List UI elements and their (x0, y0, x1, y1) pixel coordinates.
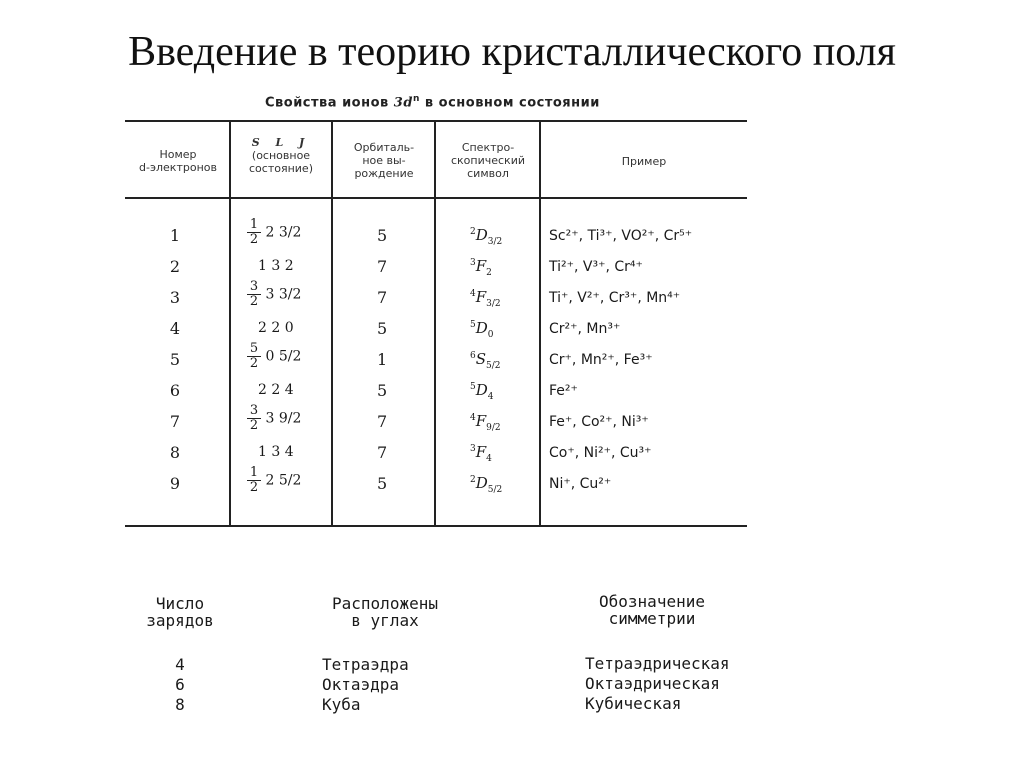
table-header-rule (125, 197, 747, 199)
term-letter: F (475, 257, 487, 275)
column-divider-3 (434, 120, 436, 525)
spectroscopic-symbol (470, 226, 502, 247)
header-line: Расположены (332, 594, 438, 613)
header-line: рождение (354, 167, 414, 180)
spectroscopic-symbol (470, 288, 501, 309)
j-value: 3/2 (278, 286, 302, 303)
multiplicity: 5 (470, 382, 476, 392)
spin-fraction (247, 404, 261, 433)
header-line: Номер (159, 148, 197, 161)
slj-values (258, 444, 294, 460)
header-line: Число (155, 594, 205, 613)
notation-value: Кубическая (585, 694, 682, 713)
spin-fraction (247, 466, 261, 495)
l-value: 2 (265, 472, 275, 489)
l-value: 3 (265, 410, 275, 427)
s-value: 1 (258, 258, 267, 274)
term-j: 2 (486, 268, 492, 278)
header-slj-symbols: S L J (251, 136, 311, 149)
spin-fraction (247, 280, 261, 309)
term-j: 9/2 (486, 423, 501, 433)
electron-count: 3 (169, 288, 181, 307)
electron-count: 1 (169, 226, 181, 245)
electron-count: 6 (169, 381, 181, 400)
ion-examples: Sc²⁺, Ti³⁺, VO²⁺, Cr⁵⁺ (549, 228, 693, 244)
spin-numerator: 3 (247, 280, 261, 295)
term-j: 3/2 (486, 299, 501, 309)
table-bottom-rule (125, 525, 747, 527)
multiplicity: 6 (470, 351, 476, 361)
header-example: Пример (621, 155, 667, 168)
charges-value: 4 (175, 655, 185, 674)
spectroscopic-symbol (470, 319, 494, 340)
column-divider-2 (331, 120, 333, 525)
header-line: скопический (450, 154, 526, 167)
caption-suffix: в основном состоянии (424, 95, 600, 111)
header-electron-count (128, 148, 228, 174)
spin-denominator: 2 (249, 294, 259, 309)
multiplicity: 5 (470, 320, 476, 330)
term-letter: F (475, 443, 487, 461)
term-j: 4 (486, 454, 492, 464)
spectroscopic-symbol (470, 474, 502, 495)
caption-sup: n (412, 94, 420, 104)
l-value: 3 (271, 258, 281, 274)
charges-header (120, 595, 240, 629)
electron-count: 2 (169, 257, 181, 276)
j-value: 9/2 (278, 410, 302, 427)
spin-numerator: 1 (247, 466, 261, 481)
electron-count: 5 (169, 350, 181, 369)
multiplicity: 3 (470, 444, 476, 454)
l-value: 2 (265, 224, 275, 241)
orbital-degeneracy: 7 (377, 288, 388, 307)
spin-numerator: 3 (247, 404, 261, 419)
orbital-degeneracy: 7 (377, 257, 388, 276)
term-letter: F (475, 412, 487, 430)
multiplicity: 4 (470, 413, 476, 423)
table-caption (265, 94, 600, 110)
electron-count: 8 (169, 443, 181, 462)
header-line: состояние) (249, 162, 313, 175)
multiplicity: 4 (470, 289, 476, 299)
l-value: 0 (265, 348, 275, 365)
slj-values (258, 320, 294, 336)
j-value: 4 (284, 444, 294, 460)
ion-examples: Fe⁺, Co²⁺, Ni³⁺ (549, 414, 649, 430)
notation-value: Октаэдрическая (585, 674, 720, 693)
ion-examples: Cr²⁺, Mn³⁺ (549, 321, 621, 337)
ion-examples: Co⁺, Ni²⁺, Cu³⁺ (549, 445, 652, 461)
spin-fraction (247, 218, 261, 247)
spin-denominator: 2 (249, 480, 259, 495)
j-value: 5/2 (278, 472, 302, 489)
orbital-degeneracy: 1 (377, 350, 388, 369)
caption-prefix: Свойства ионов (265, 95, 389, 111)
header-line: d-электронов (139, 161, 217, 174)
orbital-degeneracy: 5 (377, 226, 388, 245)
header-line: зарядов (146, 611, 214, 630)
electron-count: 7 (169, 412, 181, 431)
located-header (305, 595, 465, 629)
spectroscopic-symbol (470, 381, 494, 402)
term-j: 5/2 (486, 361, 501, 371)
l-value: 2 (271, 382, 281, 398)
ion-examples: Fe²⁺ (549, 383, 578, 399)
spin-denominator: 2 (249, 356, 259, 371)
orbital-degeneracy: 7 (377, 412, 388, 431)
orbital-degeneracy: 5 (377, 381, 388, 400)
term-letter: S (475, 350, 487, 368)
slj-values (247, 404, 301, 433)
term-j: 0 (487, 330, 494, 340)
term-letter: D (475, 319, 488, 337)
term-letter: F (475, 288, 487, 306)
s-value: 2 (258, 382, 267, 398)
spin-numerator: 1 (247, 218, 261, 233)
header-line: Орбиталь- (353, 141, 415, 154)
j-value: 2 (284, 258, 294, 274)
slj-values (258, 258, 294, 274)
slide-title: Введение в теорию кристаллического поля (128, 29, 896, 75)
spin-fraction (247, 342, 261, 371)
located-value: Куба (322, 695, 361, 714)
ion-examples: Ti²⁺, V³⁺, Cr⁴⁺ (549, 259, 643, 275)
spin-denominator: 2 (249, 232, 259, 247)
header-line: Обозначение (599, 592, 705, 611)
charges-value: 8 (175, 695, 185, 714)
header-line: (основное (251, 149, 311, 162)
header-line: симметрии (608, 609, 696, 628)
j-value: 5/2 (278, 348, 302, 365)
spectroscopic-symbol (470, 412, 501, 433)
orbital-degeneracy: 5 (377, 319, 388, 338)
header-line: символ (467, 167, 509, 180)
j-value: 4 (284, 382, 294, 398)
l-value: 2 (271, 320, 281, 336)
term-j: 3/2 (487, 237, 503, 247)
term-j: 4 (487, 392, 494, 402)
header-orbital-degeneracy (334, 141, 434, 180)
term-letter: D (475, 226, 488, 244)
spin-denominator: 2 (249, 418, 259, 433)
slj-values (247, 342, 301, 371)
spectroscopic-symbol (470, 257, 492, 278)
spectroscopic-symbol (470, 443, 492, 464)
located-value: Тетраэдра (322, 655, 409, 674)
electron-count: 9 (169, 474, 181, 493)
term-j: 5/2 (487, 485, 503, 495)
header-spectroscopic-symbol (437, 141, 539, 180)
j-value: 3/2 (278, 224, 302, 241)
header-line: Спектро- (461, 141, 515, 154)
header-slj (232, 136, 330, 175)
slj-values (247, 280, 301, 309)
notation-header (572, 593, 732, 627)
header-line: ное вы- (362, 154, 406, 167)
column-divider-4 (539, 120, 541, 525)
charges-value: 6 (175, 675, 185, 694)
ion-examples: Ti⁺, V²⁺, Cr³⁺, Mn⁴⁺ (549, 290, 681, 306)
slj-values (247, 218, 301, 247)
l-value: 3 (271, 444, 281, 460)
multiplicity: 2 (470, 227, 476, 237)
multiplicity: 3 (470, 258, 476, 268)
column-divider-1 (229, 120, 231, 525)
multiplicity: 2 (470, 475, 476, 485)
electron-count: 4 (169, 319, 181, 338)
orbital-degeneracy: 5 (377, 474, 388, 493)
term-letter: D (475, 474, 488, 492)
ion-examples: Cr⁺, Mn²⁺, Fe³⁺ (549, 352, 653, 368)
j-value: 0 (284, 320, 294, 336)
spin-numerator: 5 (247, 342, 261, 357)
caption-symbol: 3d (393, 95, 413, 111)
l-value: 3 (265, 286, 275, 303)
slj-values (258, 382, 294, 398)
s-value: 2 (258, 320, 267, 336)
located-value: Октаэдра (322, 675, 400, 694)
table-top-rule (125, 120, 747, 122)
orbital-degeneracy: 7 (377, 443, 388, 462)
s-value: 1 (258, 444, 267, 460)
term-letter: D (475, 381, 488, 399)
slj-values (247, 466, 301, 495)
notation-value: Тетраэдрическая (585, 654, 730, 673)
header-line: в углах (351, 611, 419, 630)
ion-examples: Ni⁺, Cu²⁺ (549, 476, 612, 492)
spectroscopic-symbol (470, 350, 501, 371)
